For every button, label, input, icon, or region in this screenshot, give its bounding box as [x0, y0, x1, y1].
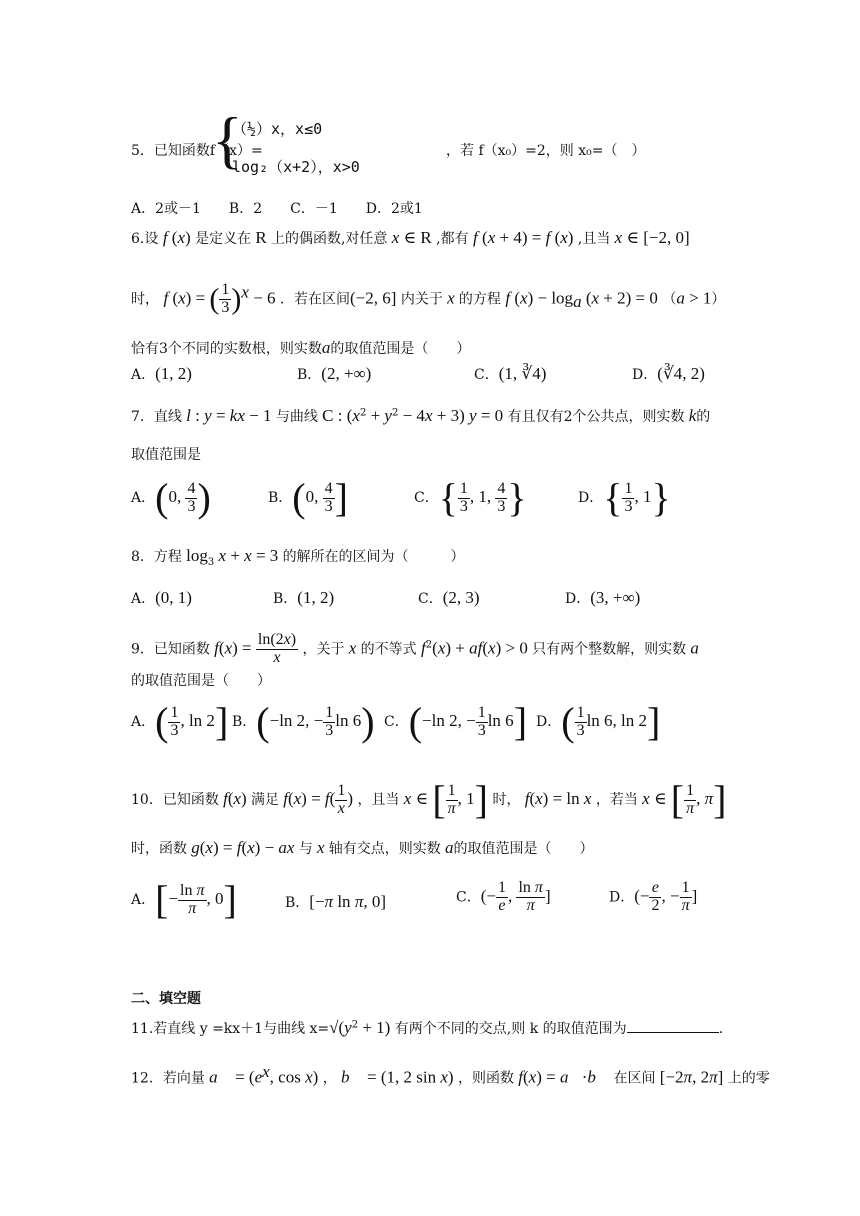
- q5-case2: log₂（x+2），x>0: [232, 158, 360, 176]
- q10-option-c: C．(− $\frac{1}{e}$ , $\frac{\text{ln π}}{\pi}$ ]: [456, 879, 551, 914]
- q11-line: 11.若直线 y =kx＋1与曲线 $x=√(y^2 + 1)$ 有两个不同的交点,则 k 的取值范围为 .: [131, 1018, 724, 1037]
- q9-option-b: B．(−ln 2, − $\frac{1}{3}$ ln 6): [232, 699, 375, 744]
- q10-option-b: B．[−π ln π, 0]: [285, 892, 387, 911]
- q6-option-b: B．(2, +∞): [297, 364, 372, 383]
- q8-line1: 8．方程 $\log_3 x + x = 3$ 的解所在的区间为（ ）: [131, 546, 465, 568]
- q9-option-a: A．( $\frac{1}{3}$ , ln 2]: [131, 699, 229, 744]
- q9-line1: 9．已知函数 f(x) = $\frac{\ln(2x)}{x}$ ，关于 x 的不等式 $f^2(x) + af(x) > 0$ 只有两个整数解，则实数 a: [131, 631, 699, 666]
- q8-option-b: B．(1, 2): [273, 588, 335, 607]
- q8-option-c: C．(2, 3): [418, 588, 480, 607]
- q11-answer-blank: [627, 1018, 719, 1033]
- q7-option-c: C．{ $\frac{1}{3}$ , 1, $\frac{4}{3}$ }: [414, 475, 527, 520]
- q7-line1: 7．直线 l : y = kx − 1 与曲线 C : $(x^2 + y^2 - 4x + 3) y = 0$ 有且仅有2个公共点，则实数 k的: [131, 406, 711, 425]
- q9-option-d: D．( $\frac{1}{3}$ ln 6, ln 2]: [536, 699, 661, 744]
- q9-line2: 的取值范围是（ ）: [131, 673, 271, 689]
- q7-option-a: A．(0, $\frac{4}{3}$ ): [131, 475, 211, 520]
- q5-suffix: ，若 f（x₀）=2，则 x₀=（ ）: [446, 143, 646, 159]
- q6-line1: 6.设 f (x) 是定义在 R 上的偶函数,对任意 x ∈ R ,都有 f (x + 4) = f (x) ,且当 x ∈ [−2, 0]: [131, 228, 690, 247]
- q10-option-d: D．(− $\frac{e}{2}$ , − $\frac{1}{\pi}$ ]: [609, 879, 698, 914]
- q6-option-a: A．(1, 2): [131, 364, 192, 383]
- q7-option-d: D．{ $\frac{1}{3}$ , 1}: [578, 475, 671, 520]
- q7-line2: 取值范围是: [131, 447, 201, 463]
- q9-option-c: C．(−ln 2, − $\frac{1}{3}$ ln 6]: [384, 699, 528, 744]
- section-fill-in-title: 二、填空题: [131, 991, 201, 1007]
- q5-brace: {: [212, 104, 243, 175]
- q8-option-a: A．(0, 1): [131, 588, 192, 607]
- q6-line2: 时， f (x) = ( $\frac{1}{3}$ )$^x$ − 6 ．若在区间(−2, 6] 内关于 x 的方程 f $(x) - \log_a (x + 2) = 0$ （a > 1）: [131, 281, 726, 316]
- q7-option-b: B．(0, $\frac{4}{3}$ ]: [268, 475, 348, 520]
- q10-option-a: A．[− $\frac{\text{ln π}}{\pi}$ , 0]: [131, 877, 237, 922]
- q5-case1: （½）x，x≤0: [232, 120, 323, 138]
- q8-option-d: D．(3, +∞): [565, 588, 641, 607]
- q10-line2: 时，函数 g(x) = f(x) − ax 与 x 轴有交点，则实数 a的取值范围是（ ）: [131, 838, 594, 857]
- q10-line1: 10．已知函数 f(x) 满足 f(x) = f( $\frac{1}{x}$ ) ，且当 x ∈ [ $\frac{1}{\pi}$ , 1] 时， f(x) = ln x ，若当 x ∈ [ $\frac{1}{\pi}$ , π]: [131, 777, 727, 822]
- q5-prefix: 5．已知函数f（x）=: [131, 143, 263, 159]
- q6-line3: 恰有3个不同的实数根，则实数a的取值范围是（ ）: [131, 338, 471, 357]
- q5-piecewise: [212, 104, 442, 184]
- q6-option-c: C．(1, ∛4): [474, 364, 547, 383]
- q5-options: A．2或－1 B．2 C．－1 D．2或1: [131, 201, 423, 217]
- q6-option-d: D．(∛4, 2): [632, 364, 705, 383]
- q12-line: 12．若向量 a⃗ = ($e^x$, cos x) ， b⃗ = (1, 2 sin x) ，则函数 f(x) = a⃗·b⃗ 在区间 [−2π, 2π] 上的零: [131, 1062, 770, 1087]
